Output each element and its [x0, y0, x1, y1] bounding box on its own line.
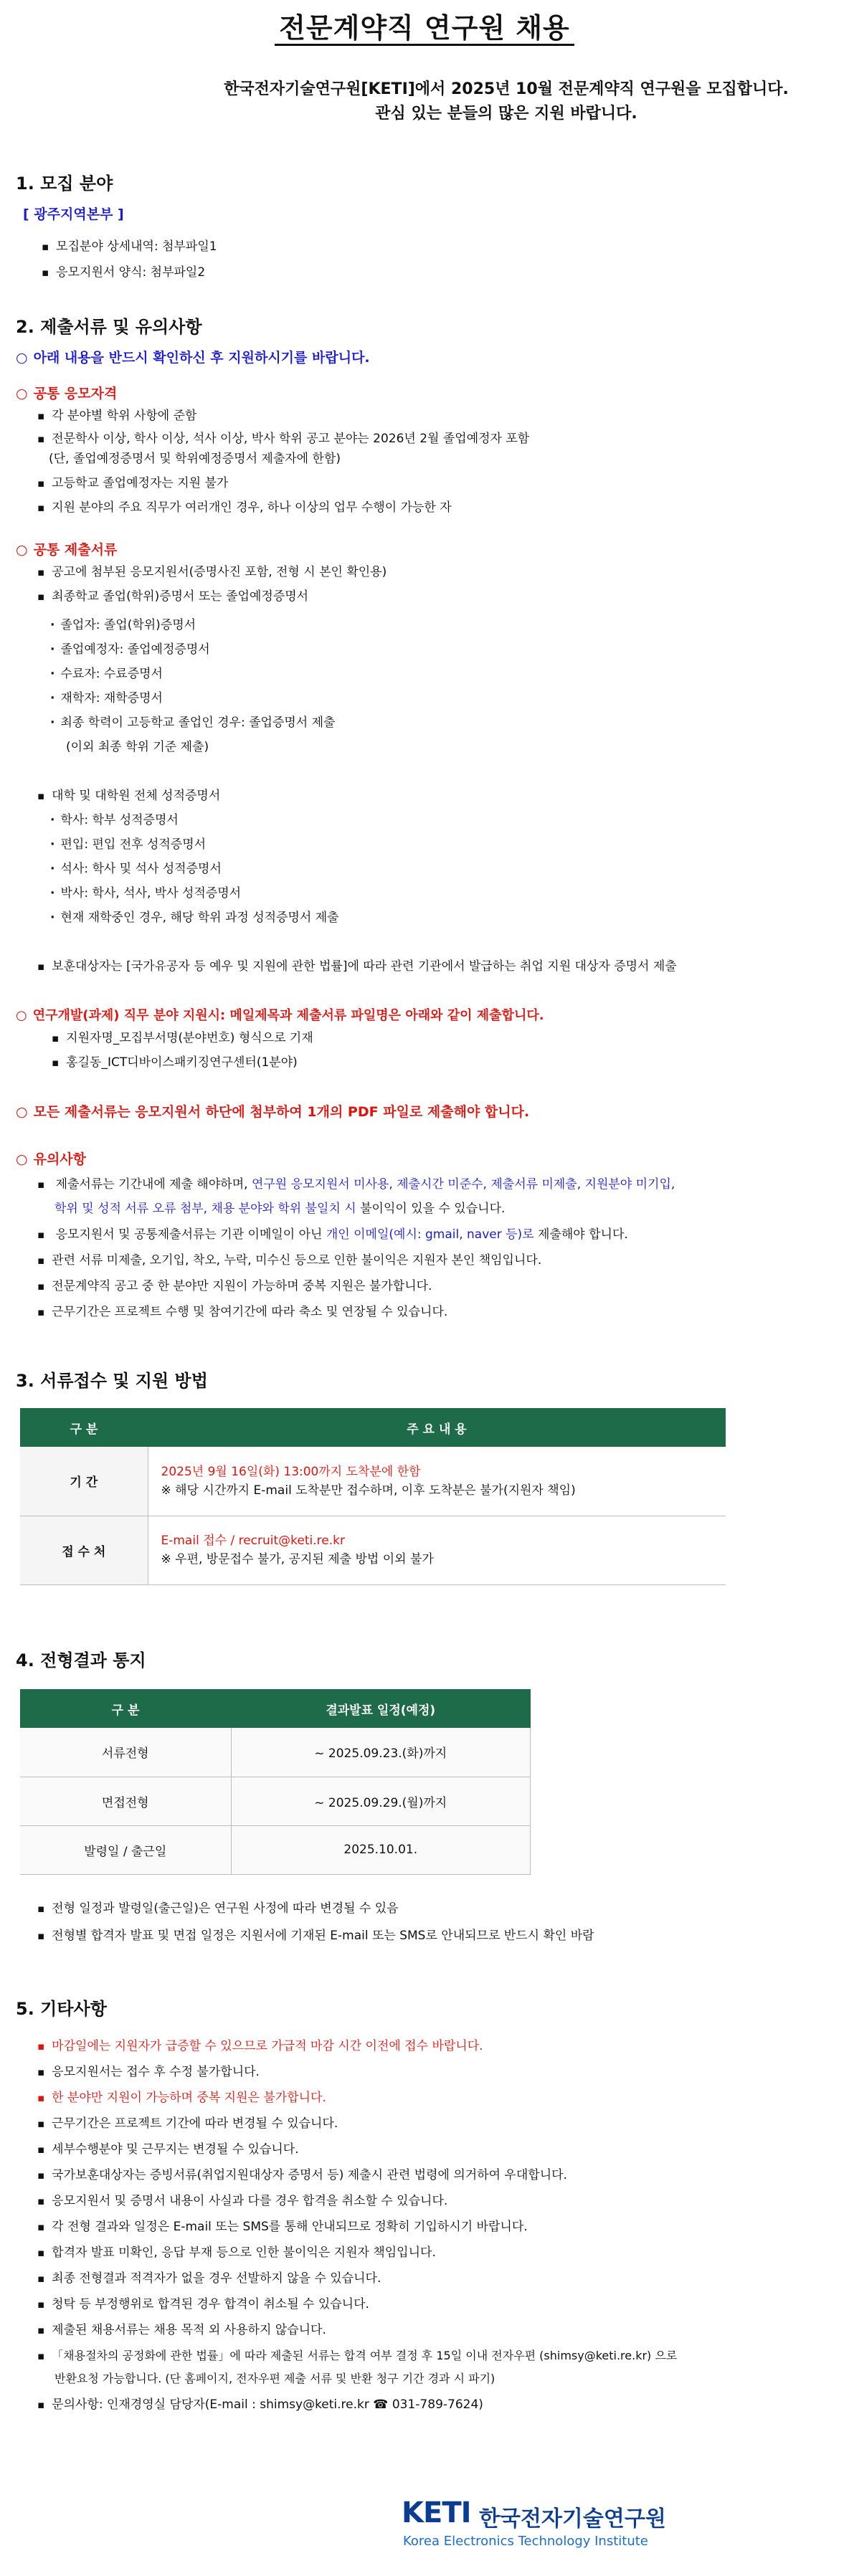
- list-item: ▪ 전문계약직 공고 중 한 분야만 지원이 가능하며 중복 지원은 불가합니다.: [37, 1278, 432, 1295]
- table-header: 구 분: [20, 1408, 148, 1447]
- table-cell: [148, 1516, 726, 1584]
- list-item: ▪ 근무기간은 프로젝트 수행 및 참여기간에 따라 축소 및 연장될 수 있습니다.: [37, 1303, 447, 1321]
- table-cell: 2025.10.01.: [231, 1825, 531, 1874]
- table-cell: ~ 2025.09.29.(월)까지: [231, 1777, 531, 1825]
- list-item: · 재학자: 재학증명서: [50, 690, 163, 707]
- list-item: ▪ 관련 서류 미제출, 오기입, 착오, 누락, 미수신 등으로 인한 불이익은 지원자 본인 책임입니다.: [37, 1252, 541, 1269]
- text: 2025년 9월 16일(화) 13:00까지 도착분에 한함: [161, 1464, 421, 1479]
- table-header: 구 분: [20, 1689, 231, 1728]
- list-item: ▪ 제출된 채용서류는 채용 목적 외 사용하지 않습니다.: [37, 2321, 326, 2339]
- intro: 한국전자기술연구원[KETI]에서 2025년 10월 전문계약직 연구원을 모집합니다. 관심 있는 분들의 많은 지원 바랍니다.: [224, 80, 789, 123]
- table-row: [20, 1777, 531, 1825]
- list-item: (이외 최종 학위 기준 제출): [66, 740, 209, 754]
- list-item: ▪ 보훈대상자는 [국가유공자 등 예우 및 지원에 관한 법률]에 따라 관련 기관에서 발급하는 취업 지원 대상자 증명서 제출: [37, 958, 677, 975]
- table-header: 결과발표 일정(예정): [231, 1689, 531, 1728]
- text: 불이익이 있을 수 있습니다.: [356, 1202, 506, 1216]
- list-item: ▪ 전형별 합격자 발표 및 면접 일정은 지원서에 기재된 E-mail 또는 SMS로 안내되므로 반드시 확인 바람: [37, 1927, 594, 1944]
- section-5-heading: 5. 기타사항: [16, 1999, 107, 2019]
- list-item: ▪ 공고에 첨부된 응모지원서(증명사진 포함, 전형 시 본인 확인용): [37, 564, 386, 581]
- list-item: ▪ 전문학사 이상, 학사 이상, 석사 이상, 박사 학위 공고 분야는 2026년 2월 졸업예정자 포함: [37, 430, 529, 447]
- table-row: [20, 1825, 531, 1874]
- section-2-heading: 2. 제출서류 및 유의사항: [16, 317, 202, 337]
- list-item: · 현재 재학중인 경우, 해당 학위 과정 성적증명서 제출: [50, 909, 339, 926]
- list-item: ▪ 응모지원서 및 증명서 내용이 사실과 다를 경우 합격을 취소할 수 있습니다.: [37, 2192, 447, 2210]
- list-item: ▪ 응모지원서 양식: 첨부파일2: [42, 264, 205, 281]
- notice: ○ 아래 내용을 반드시 확인하신 후 지원하시기를 바랍니다.: [16, 347, 370, 366]
- list-item: · 석사: 학사 및 석사 성적증명서: [50, 860, 222, 878]
- list-item: ▪ 최종 전형결과 적격자가 없을 경우 선발하지 않을 수 있습니다.: [37, 2270, 381, 2287]
- list-item: ▪ 각 전형 결과와 일정은 E-mail 또는 SMS를 통해 안내되므로 정확히 기입하시기 바랍니다.: [37, 2218, 528, 2235]
- list-item: ▪ 세부수행분야 및 근무지는 변경될 수 있습니다.: [37, 2141, 299, 2158]
- submission-table: [20, 1408, 726, 1585]
- table-header: 주 요 내 용: [148, 1408, 726, 1447]
- list-item: ▪ 마감일에는 지원자가 급증할 수 있으므로 가급적 마감 시간 이전에 접수 바랍니다.: [37, 2038, 483, 2055]
- list-item: 반환요청 가능합니다. (단 홈페이지, 전자우편 제출 서류 및 반환 청구 기간 경과 시 파기): [54, 2372, 495, 2385]
- text: ※ 해당 시간까지 E-mail 도착분만 접수하며, 이후 도착분은 불가(지원자 책임): [161, 1483, 576, 1498]
- table-cell: 서류전형: [20, 1728, 231, 1777]
- text: 개인 이메일(예시: gmail, naver 등)로: [326, 1227, 534, 1242]
- list-item: ▪ 최종학교 졸업(학위)증명서 또는 졸업예정증명서: [37, 588, 308, 605]
- table-row: [20, 1447, 726, 1516]
- list-item: (단, 졸업예정증명서 및 학위예정증명서 제출자에 한함): [49, 452, 341, 466]
- qual-title: ○ 공통 응모자격: [16, 383, 117, 402]
- table-cell: 발령일 / 출근일: [20, 1825, 231, 1874]
- list-item: ▪ 모집분야 상세내역: 첨부파일1: [42, 238, 217, 255]
- table-cell: 기 간: [20, 1447, 148, 1516]
- table-cell: [148, 1447, 726, 1516]
- email-link[interactable]: E-mail 접수 / recruit@keti.re.kr: [161, 1534, 345, 1548]
- region-label: [ 광주지역본부 ]: [23, 206, 124, 222]
- text: 제출서류는 기간내에 제출 해야하며,: [55, 1177, 252, 1192]
- list-item: ▪ 한 분야만 지원이 가능하며 중복 지원은 불가합니다.: [37, 2089, 326, 2106]
- table-row: [20, 1728, 531, 1777]
- list-item: ▪ 각 분야별 학위 사항에 준함: [37, 407, 196, 424]
- caution-title: ○ 유의사항: [16, 1149, 86, 1168]
- text: 학위 및 성적 서류 오류 첨부, 채용 분야와 학위 불일치 시: [54, 1202, 356, 1216]
- table-row: [20, 1516, 726, 1584]
- list-item: · 학사: 학부 성적증명서: [50, 812, 179, 829]
- list-item: ▪ 홍길동_ICT디바이스패키징연구센터(1분야): [52, 1054, 298, 1071]
- list-item: ▪ 「채용절차의 공정화에 관한 법률」에 따라 제출된 서류는 합격 여부 결정 후 15일 이내 전자우편 (shimsy@keti.re.kr) 으로: [37, 2347, 677, 2364]
- list-item: ▪ 전형 일정과 발령일(출근일)은 연구원 사정에 따라 변경될 수 있음: [37, 1900, 399, 1917]
- logo-mark: KETI: [402, 2496, 471, 2529]
- list-item: ▪ 응모지원서는 접수 후 수정 불가합니다.: [37, 2063, 260, 2081]
- docs-title: ○ 공통 제출서류: [16, 539, 117, 559]
- pdf-notice: ○ 모든 제출서류는 응모지원서 하단에 첨부하여 1개의 PDF 파일로 제출해야 합니다.: [16, 1101, 529, 1121]
- contact-info: ▪ 문의사항: 인재경영실 담당자(E-mail : shimsy@keti.re.kr ☎ 031-789-7624): [37, 2396, 483, 2413]
- list-item: ▪ 지원 분야의 주요 직무가 여러개인 경우, 하나 이상의 업무 수행이 가능한 자: [37, 499, 452, 516]
- list-item: ▪ 국가보훈대상자는 증빙서류(취업지원대상자 증명서 등) 제출시 관련 법령에 의거하여 우대합니다.: [37, 2167, 567, 2184]
- list-item: · 편입: 편입 전후 성적증명서: [50, 836, 206, 853]
- list-item: ▪ 고등학교 졸업예정자는 지원 불가: [37, 475, 228, 492]
- text: 연구원 응모지원서 미사용, 제출시간 미준수, 제출서류 미제출, 지원분야 미기입,: [251, 1177, 675, 1192]
- list-item: ▪ 근무기간은 프로젝트 기간에 따라 변경될 수 있습니다.: [37, 2115, 338, 2132]
- list-item: · 수료자: 수료증명서: [50, 665, 163, 683]
- keti-logo: [402, 2494, 666, 2551]
- list-item: · 최종 학력이 고등학교 졸업인 경우: 졸업증명서 제출: [50, 714, 335, 731]
- page-title: 전문계약직 연구원 채용: [0, 6, 849, 45]
- logo-korean-name: 한국전자기술연구원: [479, 2506, 666, 2532]
- list-item: · 졸업예정자: 졸업예정증명서: [50, 641, 210, 658]
- table-cell: 접 수 처: [20, 1516, 148, 1584]
- text: 응모지원서 및 공통제출서류는 기관 이메일이 아닌: [55, 1227, 326, 1242]
- schedule-table: [20, 1689, 531, 1875]
- section-3-heading: 3. 서류접수 및 지원 방법: [16, 1371, 208, 1391]
- list-item: · 졸업자: 졸업(학위)증명서: [50, 617, 196, 634]
- list-item: · 박사: 학사, 석사, 박사 성적증명서: [50, 885, 241, 902]
- text: 제출해야 합니다.: [533, 1227, 628, 1242]
- section-4-heading: 4. 전형결과 통지: [16, 1650, 146, 1670]
- list-item: ▪ 지원자명_모집부서명(분야번호) 형식으로 기재: [52, 1030, 313, 1047]
- table-cell: 면접전형: [20, 1777, 231, 1825]
- rnd-title: ○ 연구개발(과제) 직무 분야 지원시: 메일제목과 제출서류 파일명은 아래와 같이 제출합니다.: [16, 1005, 544, 1024]
- list-item: ▪ 합격자 발표 미확인, 응답 부재 등으로 인한 불이익은 지원자 책임입니다.: [37, 2244, 436, 2261]
- list-item: ▪ 대학 및 대학원 전체 성적증명서: [37, 787, 220, 804]
- list-item: ▪ 청탁 등 부정행위로 합격된 경우 합격이 취소될 수 있습니다.: [37, 2296, 369, 2313]
- text: ※ 우편, 방문접수 불가, 공지된 제출 방법 이외 불가: [161, 1552, 434, 1567]
- table-cell: ~ 2025.09.23.(화)까지: [231, 1728, 531, 1777]
- section-1-heading: 1. 모집 분야: [16, 174, 113, 194]
- logo-english-name: Korea Electronics Technology Institute: [403, 2534, 648, 2549]
